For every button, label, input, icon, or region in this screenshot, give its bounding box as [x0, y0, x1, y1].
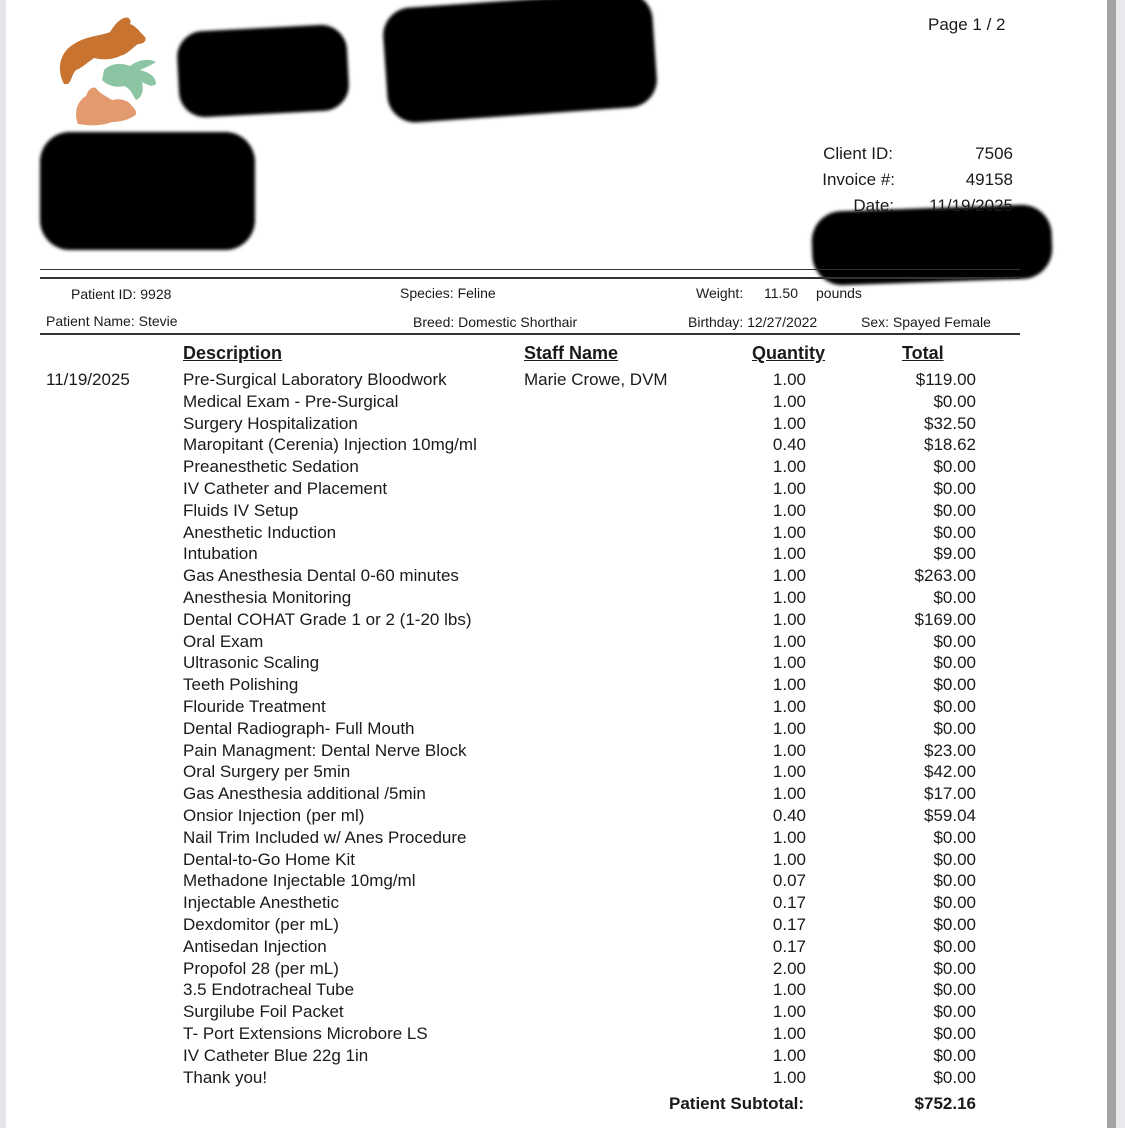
table-row: [0, 827, 1100, 849]
row-total: $263.00: [914, 566, 976, 586]
row-total: $0.00: [933, 391, 976, 411]
table-row: [0, 631, 1100, 653]
row-description: Medical Exam - Pre-Surgical: [183, 391, 399, 411]
table-row: [0, 783, 1100, 805]
row-description: 3.5 Endotracheal Tube: [183, 980, 355, 1000]
table-row: [0, 587, 1100, 609]
row-description: Onsior Injection (per ml): [183, 805, 365, 825]
table-row: [0, 522, 1100, 544]
client-id-label: Client ID:: [823, 144, 893, 163]
row-quantity: 1.00: [772, 1067, 806, 1087]
column-header-quantity: Quantity: [752, 343, 826, 363]
row-total: $0.00: [933, 718, 976, 738]
clinic-logo: [52, 14, 164, 128]
row-description: IV Catheter Blue 22g 1in: [183, 1045, 369, 1065]
row-description: Preanesthetic Sedation: [183, 457, 359, 477]
row-description: Methadone Injectable 10mg/ml: [183, 871, 416, 891]
row-quantity: 1.00: [772, 370, 806, 389]
invoice-number-label: Invoice #:: [822, 170, 895, 189]
row-total: $42.00: [924, 762, 976, 782]
row-total: $119.00: [915, 370, 976, 389]
weight-label: Weight:: [696, 285, 744, 301]
birthday: Birthday: 12/27/2022: [688, 314, 818, 330]
client-id-value: 7506: [975, 144, 1013, 163]
invoice-number-value: 49158: [965, 170, 1013, 189]
row-total: $0.00: [933, 675, 976, 695]
row-description: Ultrasonic Scaling: [183, 653, 320, 673]
row-total: $0.00: [933, 457, 976, 477]
column-header-description: Description: [183, 343, 283, 363]
row-total: $0.00: [933, 893, 976, 913]
redacted-clinic-name: [176, 24, 350, 119]
row-quantity: 1.00: [772, 762, 806, 782]
table-row: [0, 892, 1100, 914]
logo-cat-shape: [76, 87, 136, 125]
row-description: Intubation: [183, 544, 258, 564]
row-description: Injectable Anesthetic: [183, 893, 339, 913]
date-value: 11/19/2025: [929, 196, 1013, 215]
table-row: [0, 805, 1100, 827]
table-row: [0, 936, 1100, 958]
row-total: $0.00: [933, 1045, 976, 1065]
row-quantity: 1.00: [772, 587, 806, 607]
row-total: $0.00: [933, 1067, 976, 1087]
table-row: [0, 870, 1100, 892]
row-quantity: 1.00: [772, 718, 806, 738]
line-items-table: [0, 369, 1100, 1088]
row-quantity: 1.00: [772, 566, 806, 586]
table-row: [0, 369, 1100, 391]
row-total: $18.62: [924, 435, 976, 455]
row-quantity: 0.40: [772, 435, 806, 455]
row-description: Dental-to-Go Home Kit: [183, 849, 355, 869]
row-quantity: 1.00: [772, 1045, 806, 1065]
table-row: [0, 674, 1100, 696]
row-quantity: 1.00: [772, 784, 806, 804]
row-quantity: 1.00: [772, 980, 806, 1000]
row-quantity: 0.17: [772, 893, 806, 913]
row-quantity: 0.07: [772, 871, 806, 891]
row-total: $0.00: [933, 871, 976, 891]
row-total: $0.00: [933, 958, 976, 978]
row-description: Anesthetic Induction: [183, 522, 337, 542]
column-header-staff: Staff Name: [524, 343, 619, 363]
date-label: Date:: [853, 196, 894, 215]
row-total: $0.00: [933, 980, 976, 1000]
row-description: T- Port Extensions Microbore LS: [183, 1023, 428, 1043]
row-quantity: 1.00: [772, 1002, 806, 1022]
row-total: $0.00: [933, 936, 976, 956]
row-staff-name: Marie Crowe, DVM: [524, 370, 668, 389]
row-description: Oral Surgery per 5min: [183, 762, 351, 782]
row-date: 11/19/2025: [46, 370, 130, 389]
species: Species: Feline: [400, 285, 496, 301]
row-total: $169.00: [914, 609, 976, 629]
table-row: [0, 609, 1100, 631]
row-quantity: 1.00: [772, 740, 806, 760]
table-row: [0, 434, 1100, 456]
row-quantity: 0.40: [772, 805, 806, 825]
redacted-client-name: [40, 132, 255, 250]
row-total: $0.00: [933, 522, 976, 542]
header-divider-top: [40, 269, 1020, 270]
breed: Breed: Domestic Shorthair: [413, 314, 578, 330]
row-total: $0.00: [933, 1002, 976, 1022]
row-description: Dexdomitor (per mL): [183, 914, 339, 934]
row-description: IV Catheter and Placement: [183, 478, 388, 498]
row-quantity: 1.00: [772, 1023, 806, 1043]
table-row: [0, 849, 1100, 871]
row-total: $0.00: [933, 653, 976, 673]
row-description: Propofol 28 (per mL): [183, 958, 339, 978]
row-quantity: 1.00: [772, 544, 806, 564]
invoice-meta: [770, 144, 1020, 224]
row-quantity: 1.00: [772, 696, 806, 716]
row-description: Thank you!: [183, 1067, 268, 1087]
redacted-clinic-address: [381, 0, 658, 124]
patient-id: Patient ID: 9928: [71, 286, 172, 302]
logo-rabbit-shape: [102, 60, 156, 100]
row-description: Pain Managment: Dental Nerve Block: [183, 740, 467, 760]
row-quantity: 1.00: [772, 391, 806, 411]
row-description: Teeth Polishing: [183, 675, 299, 695]
column-header-total: Total: [902, 343, 944, 363]
row-total: $9.00: [933, 544, 976, 564]
row-description: Nail Trim Included w/ Anes Procedure: [183, 827, 467, 847]
row-total: $0.00: [933, 500, 976, 520]
table-row: [0, 979, 1100, 1001]
table-row: [0, 958, 1100, 980]
row-description: Flouride Treatment: [183, 696, 326, 716]
table-row: [0, 652, 1100, 674]
sex: Sex: Spayed Female: [861, 314, 991, 330]
row-total: $59.04: [924, 805, 976, 825]
table-row: [0, 413, 1100, 435]
row-description: Gas Anesthesia additional /5min: [183, 784, 426, 804]
row-description: Antisedan Injection: [183, 936, 327, 956]
row-description: Surgilube Foil Packet: [183, 1002, 344, 1022]
row-quantity: 1.00: [772, 478, 806, 498]
table-row: [0, 456, 1100, 478]
row-quantity: 0.17: [772, 936, 806, 956]
row-quantity: 2.00: [772, 958, 806, 978]
table-row: [0, 1001, 1100, 1023]
row-quantity: 1.00: [772, 500, 806, 520]
row-total: $0.00: [933, 914, 976, 934]
row-total: $23.00: [924, 740, 976, 760]
row-total: $0.00: [933, 849, 976, 869]
row-description: Dental Radiograph- Full Mouth: [183, 718, 415, 738]
row-total: $0.00: [933, 827, 976, 847]
row-quantity: 1.00: [772, 675, 806, 695]
table-row: [0, 1067, 1100, 1089]
table-row: [0, 914, 1100, 936]
weight-value: 11.50: [764, 285, 798, 301]
table-row: [0, 740, 1100, 762]
patient-divider: [40, 333, 1020, 335]
table-row: [0, 1023, 1100, 1045]
row-quantity: 1.00: [772, 522, 806, 542]
row-total: $0.00: [933, 478, 976, 498]
row-total: $0.00: [933, 587, 976, 607]
row-total: $32.50: [924, 413, 976, 433]
patient-subtotal-label: Patient Subtotal:: [669, 1094, 805, 1113]
row-description: Oral Exam: [183, 631, 264, 651]
table-row: [0, 696, 1100, 718]
page-number: Page 1 / 2: [928, 15, 1006, 34]
table-row: [0, 543, 1100, 565]
patient-subtotal-value: $752.16: [914, 1094, 976, 1113]
table-row: [0, 500, 1100, 522]
table-row: [0, 761, 1100, 783]
viewer-scrollbar[interactable]: [1107, 0, 1116, 1128]
row-quantity: 1.00: [772, 827, 806, 847]
table-row: [0, 478, 1100, 500]
row-total: $17.00: [924, 784, 976, 804]
row-description: Gas Anesthesia Dental 0-60 minutes: [183, 566, 459, 586]
row-total: $0.00: [933, 631, 976, 651]
row-quantity: 1.00: [772, 849, 806, 869]
row-quantity: 1.00: [772, 653, 806, 673]
row-description: Fluids IV Setup: [183, 500, 299, 520]
row-total: $0.00: [933, 1023, 976, 1043]
table-row: [0, 718, 1100, 740]
table-row: [0, 1045, 1100, 1067]
row-description: Maropitant (Cerenia) Injection 10mg/ml: [183, 435, 477, 455]
row-quantity: 1.00: [772, 609, 806, 629]
table-row: [0, 565, 1100, 587]
row-description: Dental COHAT Grade 1 or 2 (1-20 lbs): [183, 609, 472, 629]
row-description: Anesthesia Monitoring: [183, 587, 352, 607]
row-quantity: 0.17: [772, 914, 806, 934]
row-quantity: 1.00: [772, 457, 806, 477]
patient-name: Patient Name: Stevie: [46, 313, 178, 329]
row-quantity: 1.00: [772, 631, 806, 651]
row-description: Surgery Hospitalization: [183, 413, 358, 433]
viewer-right-edge: [1116, 0, 1125, 1128]
weight-unit: pounds: [816, 285, 862, 301]
row-total: $0.00: [933, 696, 976, 716]
header-divider-bottom: [40, 277, 1020, 279]
table-row: [0, 391, 1100, 413]
row-description: Pre-Surgical Laboratory Bloodwork: [183, 370, 447, 389]
row-quantity: 1.00: [772, 413, 806, 433]
